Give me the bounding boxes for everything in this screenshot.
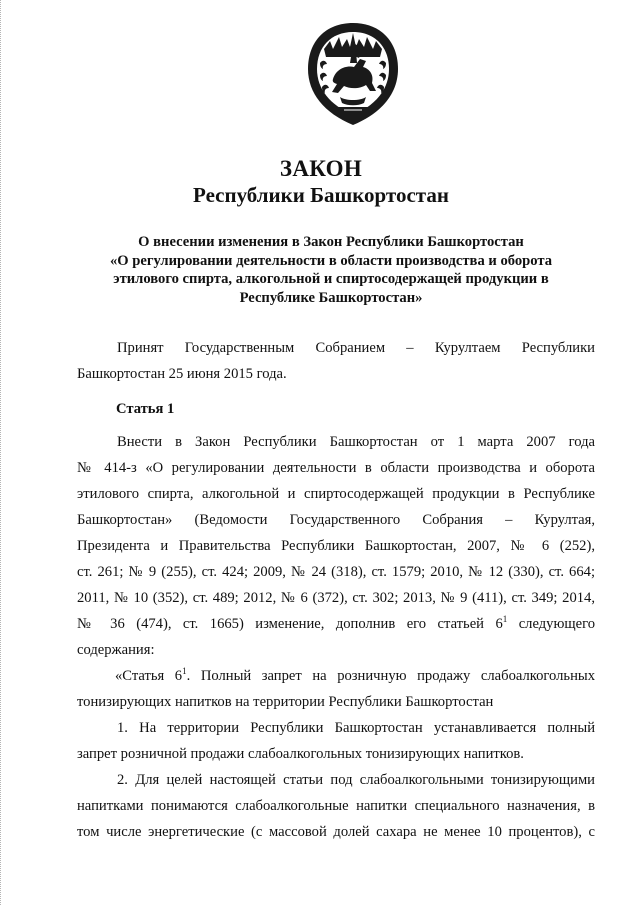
document-title: ЗАКОН	[279, 156, 363, 181]
text-fragment: следующего	[507, 616, 596, 632]
superscript: 1	[502, 614, 508, 624]
law-heading-line: этилового спирта, алкогольной и спиртосодержащей продукции в	[113, 271, 549, 288]
paragraph-line: тонизирующих напитков на территории Республики Башкортостан	[77, 694, 494, 710]
text-fragment: «Статья 6	[115, 668, 183, 684]
superscript: 1	[182, 666, 187, 676]
paragraph-line: Внести в Закон Республики Башкортостан от 1 марта 2007 года	[117, 434, 595, 450]
text-fragment: . Полный запрет на розничную продажу слабоалкогольных	[186, 668, 595, 684]
text-fragment: № 36 (474), ст. 1665) изменение, дополнив его статьей 6	[77, 616, 503, 632]
document-subtitle: Республики Башкортостан	[193, 183, 449, 207]
adoption-statement	[77, 335, 595, 387]
paragraph-line: № 414-з «О регулировании деятельности в области производства и оборота	[77, 460, 595, 476]
paragraph-line: том числе энергетические (с массовой долей сахара не менее 10 процентов), с	[77, 824, 595, 840]
paragraph-line: Президента и Правительства Республики Башкортостан, 2007, № 6 (252),	[77, 538, 595, 554]
law-heading-line: О внесении изменения в Закон Республики Башкортостан	[138, 234, 524, 250]
paragraph-line: содержания:	[77, 642, 155, 658]
adoption-line: Башкортостан 25 июня 2015 года.	[77, 366, 287, 382]
paragraph-line: запрет розничной продажи слабоалкогольных тонизирующих напитков.	[77, 746, 524, 762]
paragraph-line: Башкортостан» (Ведомости Государственного Собрания – Курултая,	[77, 512, 595, 528]
law-heading-line: Республике Башкортостан»	[239, 289, 423, 306]
paragraph-line: 2011, № 10 (352), ст. 489; 2012, № 6 (372), ст. 302; 2013, № 9 (411), ст. 349; 2014,	[77, 590, 595, 606]
paragraph-line: ст. 261; № 9 (255), ст. 424; 2009, № 24 (318), ст. 1579; 2010, № 12 (330), ст. 664;	[77, 564, 595, 580]
paragraph-line	[77, 611, 595, 637]
paragraph-line: 1. На территории Республики Башкортостан устанавливается полный	[117, 720, 595, 736]
law-heading	[61, 233, 601, 307]
paragraph-line: напитками понимаются слабоалкогольные напитки специального назначения, в	[77, 798, 595, 814]
law-heading-line: «О регулировании деятельности в области производства и оборота	[109, 252, 553, 269]
bashkortostan-coat-of-arms-icon	[300, 19, 406, 129]
paragraph-line: 2. Для целей настоящей статьи под слабоалкогольными тонизирующими	[117, 772, 595, 788]
paragraph-line: этилового спирта, алкогольной и спиртосодержащей продукции в Республике	[77, 486, 595, 502]
paragraph-line	[77, 663, 595, 689]
article-title: Статья 1	[116, 401, 175, 417]
article-body	[77, 429, 595, 845]
adoption-line: Принят Государственным Собранием – Курултаем Республики	[117, 340, 595, 356]
